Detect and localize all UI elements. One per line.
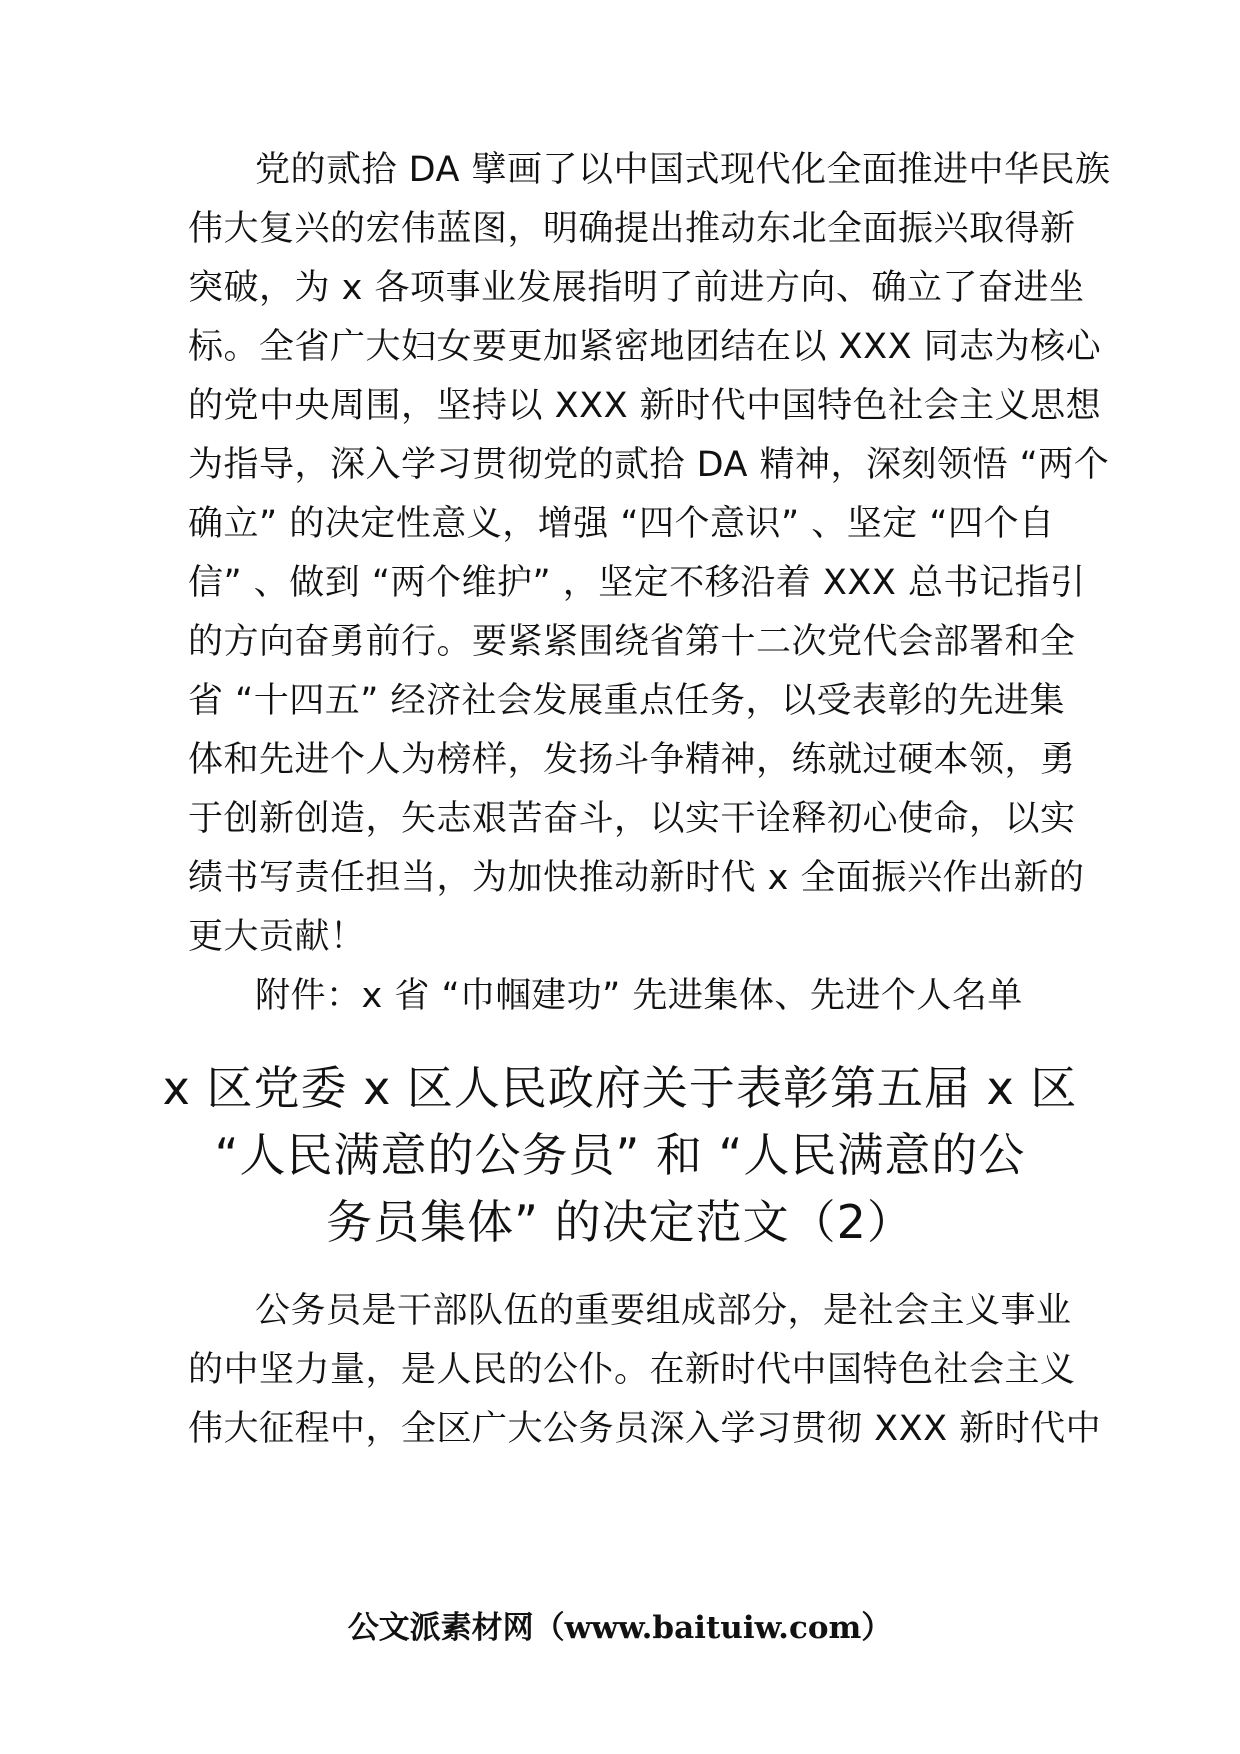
paragraph-line: 伟大征程中，全区广大公务员深入学习贯彻 XXX 新时代中 bbox=[188, 1409, 1102, 1449]
paragraph-line: 党的贰拾 DA 擘画了以中国式现代化全面推进中华民族 bbox=[255, 150, 1111, 190]
paragraph-line: 的方向奋勇前行。要紧紧围绕省第十二次党代会部署和全 bbox=[188, 622, 1076, 662]
attachment-line: 附件：x 省 “巾帼建功” 先进集体、先进个人名单 bbox=[255, 976, 1023, 1016]
paragraph-line: 为指导，深入学习贯彻党的贰拾 DA 精神，深刻领悟 “两个 bbox=[188, 445, 1110, 485]
document-title-line: “人民满意的公务员” 和 “人民满意的公 bbox=[214, 1128, 1026, 1182]
paragraph-line: 体和先进个人为榜样，发扬斗争精神，练就过硬本领，勇 bbox=[188, 740, 1076, 780]
paragraph-line: 伟大复兴的宏伟蓝图，明确提出推动东北全面振兴取得新 bbox=[188, 209, 1076, 249]
site-footer-text: 公文派素材网（www.baituiw.com） bbox=[347, 1610, 893, 1646]
paragraph-line: 标。全省广大妇女要更加紧密地团结在以 XXX 同志为核心 bbox=[188, 327, 1102, 367]
paragraph-line: 绩书写责任担当，为加快推动新时代 x 全面振兴作出新的 bbox=[188, 858, 1085, 898]
paragraph-line: 突破，为 x 各项事业发展指明了前进方向、确立了奋进坐 bbox=[188, 268, 1085, 308]
paragraph-line: 信” 、做到 “两个维护” ，坚定不移沿着 XXX 总书记指引 bbox=[188, 563, 1086, 603]
paragraph-line: 更大贡献！ bbox=[188, 917, 366, 957]
paragraph-line: 公务员是干部队伍的重要组成部分，是社会主义事业 bbox=[255, 1291, 1072, 1331]
paragraph-line: 于创新创造，矢志艰苦奋斗，以实干诠释初心使命，以实 bbox=[188, 799, 1076, 839]
paragraph-line: 的中坚力量，是人民的公仆。在新时代中国特色社会主义 bbox=[188, 1350, 1076, 1390]
document-title-line: 务员集体” 的决定范文（2） bbox=[326, 1195, 914, 1249]
paragraph-line: 的党中央周围，坚持以 XXX 新时代中国特色社会主义思想 bbox=[188, 386, 1102, 426]
paragraph-line: 确立” 的决定性意义，增强 “四个意识” 、坚定 “四个自 bbox=[188, 504, 1055, 544]
paragraph-line: 省 “十四五” 经济社会发展重点任务，以受表彰的先进集 bbox=[188, 681, 1066, 721]
document-title-line: x 区党委 x 区人民政府关于表彰第五届 x 区 bbox=[162, 1061, 1078, 1115]
